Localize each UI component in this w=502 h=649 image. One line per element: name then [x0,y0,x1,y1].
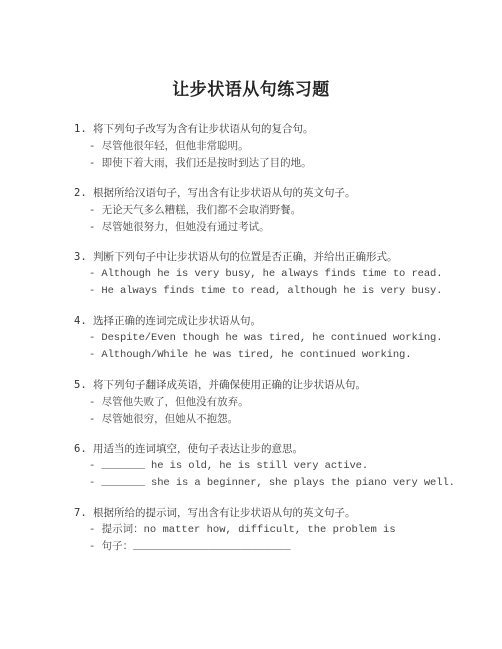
exercise-item: - Although he is very busy, he always finds time to read. [89,267,443,280]
exercise-question: 1. 将下列句子改写为含有让步状语从句的复合句。 [74,123,314,135]
exercise-question: 5. 将下列句子翻译成英语，并确保使用正确的让步状语从句。 [74,379,366,391]
exercise-4 [75,313,495,364]
exercise-item: - 句子：_________________________ [89,540,291,553]
exercise-3 [75,249,495,300]
exercise-item: - 无论天气多么糟糕，我们都不会取消野餐。 [89,203,302,216]
exercise-question: 3. 判断下列句子中让步状语从句的位置是否正确，并给出正确形式。 [74,251,398,263]
exercise-question: 6. 用适当的连词填空，使句子表达让步的意思。 [74,443,303,455]
exercise-item: - 提示词：no matter how, difficult, the problem is [89,523,396,536]
exercise-5 [75,377,495,428]
exercise-1 [75,121,495,172]
exercise-item: - 即使下着大雨，我们还是按时到达了目的地。 [89,156,312,169]
exercise-6 [75,441,495,492]
exercise-item: - 尽管她很穷，但她从不抱怨。 [89,412,239,425]
exercise-item: - 尽管她很努力，但她没有通过考试。 [89,220,270,233]
exercise-item: - _______ he is old, he is still very active. [89,459,369,472]
exercise-question: 4. 选择正确的连词完成让步状语从句。 [74,315,261,327]
exercise-2 [75,185,495,236]
document-title: 让步状语从句练习题 [172,80,330,100]
exercise-item: - 尽管他失败了，但他没有放弃。 [89,395,249,408]
exercise-item: - _______ she is a beginner, she plays the piano very well. [89,476,455,489]
exercise-question: 7. 根据所给的提示词，写出含有让步状语从句的英文句子。 [74,507,356,519]
exercise-item: - Although/While he was tired, he continued working. [89,348,412,361]
exercise-item: - He always finds time to read, although he is very busy. [89,284,443,297]
exercise-list [75,121,495,569]
exercise-7 [75,505,495,556]
exercise-item: - Despite/Even though he was tired, he continued working. [89,331,443,344]
exercise-question: 2. 根据所给汉语句子，写出含有让步状语从句的英文句子。 [74,187,356,199]
exercise-item: - 尽管他很年轻，但他非常聪明。 [89,139,249,152]
